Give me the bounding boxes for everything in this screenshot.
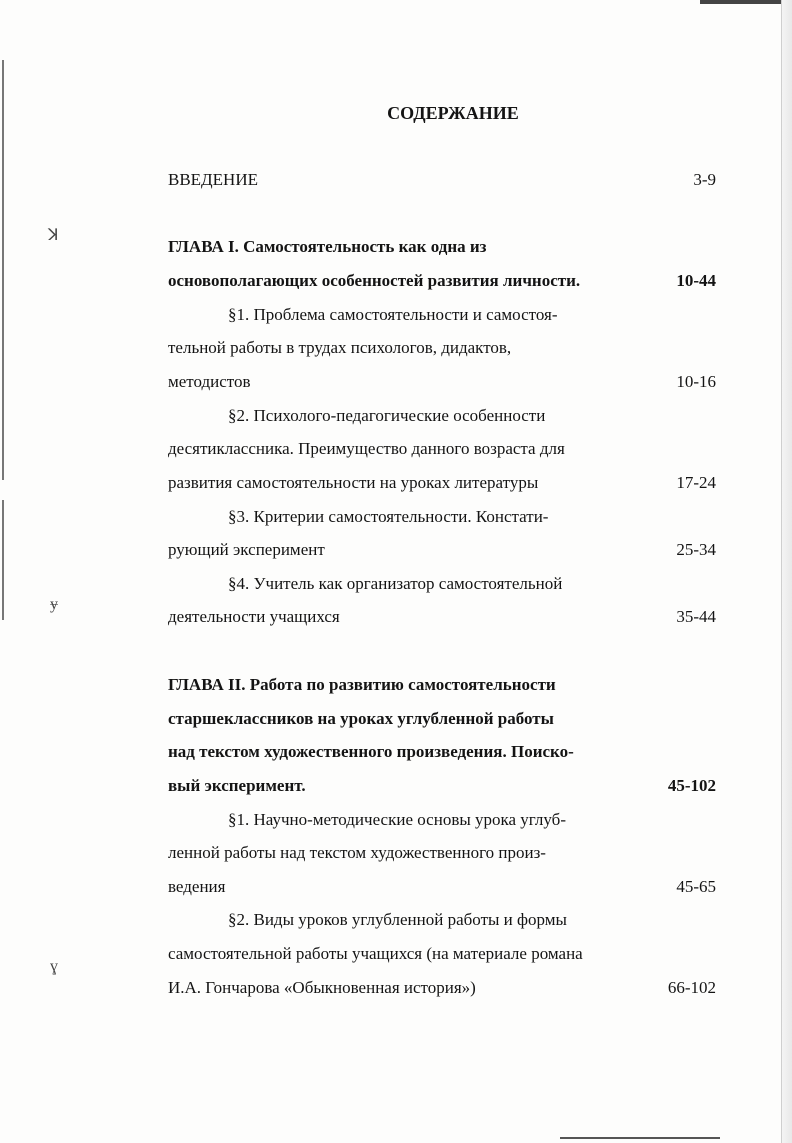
section-line: ленной работы над текстом художественного произ- xyxy=(168,843,546,862)
toc-intro-label: ВВЕДЕНИЕ xyxy=(168,170,258,189)
section-line: §3. Критерии самостоятельности. Констати- xyxy=(228,507,549,526)
section-pages: 66-102 xyxy=(667,978,716,997)
scan-edge-mark xyxy=(700,0,790,4)
section-line: §2. Виды уроков углубленной работы и формы xyxy=(228,910,567,929)
section-line: самостоятельной работы учащихся (на материале романа xyxy=(168,944,583,963)
scan-edge-mark xyxy=(560,1137,720,1139)
section-line: деятельности учащихся xyxy=(168,607,340,626)
chapter1-pages: 10-44 xyxy=(676,271,716,290)
scan-speck: ɏ xyxy=(50,596,58,613)
section-line: И.А. Гончарова «Обыкновенная история») xyxy=(168,978,476,997)
chapter2-title-line: ГЛАВА II. Работа по развитию самостоятельности xyxy=(168,675,556,694)
section-line: §4. Учитель как организатор самостоятельной xyxy=(228,574,563,593)
section-line: методистов xyxy=(168,372,251,391)
scan-speck: ɣ xyxy=(50,958,58,975)
scan-edge xyxy=(781,0,792,1143)
chapter1-title-line: основополагающих особенностей развития личности. xyxy=(168,271,581,290)
section-line: ведения xyxy=(168,877,226,896)
chapter2-title-line: старшеклассников на уроках углубленной работы xyxy=(168,709,554,728)
section-line: рующий эксперимент xyxy=(168,540,325,559)
section-line: тельной работы в трудах психологов, дидактов, xyxy=(168,338,512,357)
scan-edge-left xyxy=(2,500,4,620)
section-line: §1. Проблема самостоятельности и самостоя- xyxy=(228,305,558,324)
section-line: §2. Психолого-педагогические особенности xyxy=(228,406,546,425)
section-pages: 45-65 xyxy=(676,877,716,896)
section-line: развития самостоятельности на уроках литературы xyxy=(168,473,539,492)
toc-intro-pages: 3-9 xyxy=(693,170,716,189)
page-title: СОДЕРЖАНИЕ xyxy=(387,103,519,123)
section-pages: 17-24 xyxy=(676,473,716,492)
section-pages: 35-44 xyxy=(676,607,716,626)
section-line: §1. Научно-методические основы урока углуб- xyxy=(228,810,566,829)
chapter1-title-line: ГЛАВА I. Самостоятельность как одна из xyxy=(168,237,487,256)
section-pages: 10-16 xyxy=(676,372,716,391)
scan-speck: ꓘ xyxy=(48,227,59,244)
chapter2-title-line: над текстом художественного произведения. Поиско- xyxy=(168,742,574,761)
chapter2-pages: 45-102 xyxy=(667,776,716,795)
chapter2-title-line: вый эксперимент. xyxy=(168,776,306,795)
section-pages: 25-34 xyxy=(676,540,716,559)
section-line: десятиклассника. Преимущество данного возраста для xyxy=(168,439,565,458)
